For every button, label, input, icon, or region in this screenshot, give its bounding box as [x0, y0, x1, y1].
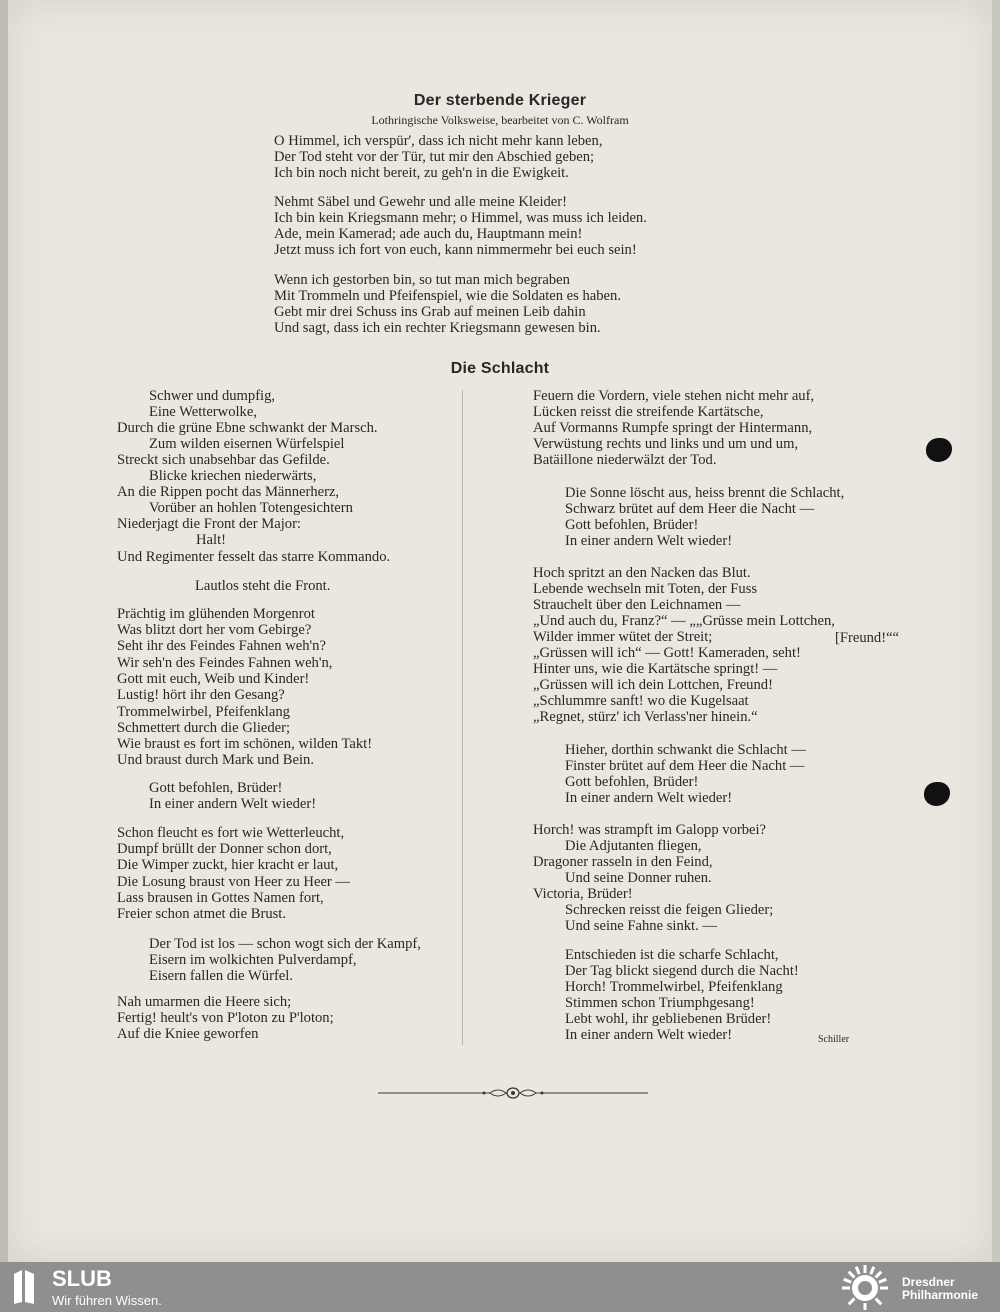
poem1-line: O Himmel, ich verspür', dass ich nicht mehr kann leben, — [274, 133, 603, 149]
poem2-left-line: Schmettert durch die Glieder; — [117, 720, 291, 736]
philharmonie-logo-icon — [840, 1264, 890, 1310]
poem2-left-line: Und braust durch Mark und Bein. — [117, 752, 314, 768]
philharmonie-line2: Philharmonie — [902, 1288, 979, 1302]
poem2-left-line: Gott mit euch, Weib und Kinder! — [117, 671, 310, 687]
poem1-line: Ich bin kein Kriegsmann mehr; o Himmel, was muss ich leiden. — [274, 210, 647, 226]
poem2-right-line: Der Tag blickt siegend durch die Nacht! — [565, 963, 799, 979]
poem2-right-line: Victoria, Brüder! — [533, 886, 633, 902]
poem2-right-line: Hoch spritzt an den Nacken das Blut. — [533, 565, 751, 581]
poem2-right-line: Finster brütet auf dem Heer die Nacht — — [565, 758, 805, 774]
poem1-line: Ich bin noch nicht bereit, zu geh'n in die Ewigkeit. — [274, 165, 569, 181]
poem2-right-line: Die Adjutanten fliegen, — [565, 838, 702, 854]
poem2-left-line: Prächtig im glühenden Morgenrot — [117, 606, 315, 622]
poem2-left-line: Zum wilden eisernen Würfelspiel — [149, 436, 345, 452]
poem2-right-line: In einer andern Welt wieder! — [565, 790, 733, 806]
page-edge-left — [0, 0, 8, 1262]
poem2-right-line: Lücken reisst die streifende Kartätsche, — [533, 404, 764, 420]
poem2-left-line: Halt! — [196, 532, 226, 548]
column-divider — [462, 390, 463, 1045]
poem2-left-line: Wie braust es fort im schönen, wilden Takt! — [117, 736, 373, 752]
poem1-line: Gebt mir drei Schuss ins Grab auf meinen Leib dahin — [274, 304, 586, 320]
poem2-left-line: Eine Wetterwolke, — [149, 404, 257, 420]
poem2-right-line: Verwüstung rechts und links und um und um, — [533, 436, 799, 452]
poem2-right-line: In einer andern Welt wieder! — [565, 1027, 733, 1043]
poem-title-sterbende-krieger: Der sterbende Krieger — [413, 92, 587, 109]
poem2-left-line: Freier schon atmet die Brust. — [117, 906, 287, 922]
poem2-right-line: Gott befohlen, Brüder! — [565, 774, 699, 790]
poem2-right-line: Feuern die Vordern, viele stehen nicht mehr auf, — [533, 388, 815, 404]
poem2-left-line: Nah umarmen die Heere sich; — [117, 994, 292, 1010]
poem2-right-line: Und seine Donner ruhen. — [565, 870, 712, 886]
poem2-right-line: Lebt wohl, ihr gebliebenen Brüder! — [565, 1011, 772, 1027]
poem2-left-line: Was blitzt dort her vom Gebirge? — [117, 622, 312, 638]
poem2-left-line: Vorüber an hohlen Totengesichtern — [149, 500, 353, 516]
poem2-left-line: Schwer und dumpfig, — [149, 388, 276, 404]
poem2-left-line: Niederjagt die Front der Major: — [117, 516, 301, 532]
poem2-right-line: Strauchelt über den Leichnamen — — [533, 597, 741, 613]
ornament-divider — [378, 1086, 648, 1100]
poem2-left-line: Die Wimper zuckt, hier kracht er laut, — [117, 857, 339, 873]
poem2-right-line: Horch! was strampft im Galopp vorbei? — [533, 822, 767, 838]
poem2-right-line: Hieher, dorthin schwankt die Schlacht — — [565, 742, 806, 758]
poem2-right-line: „Schlummre sanft! wo die Kugelsaat — [533, 693, 749, 709]
poem2-left-line: Wir seh'n des Feindes Fahnen weh'n, — [117, 655, 333, 671]
poem1-line: Ade, mein Kamerad; ade auch du, Hauptmann mein! — [274, 226, 583, 242]
poem2-right-line: Lebende wechseln mit Toten, der Fuss — [533, 581, 758, 597]
poem2-right-line: [Freund!““ — [835, 630, 900, 646]
poem2-right-line: „Und auch du, Franz?“ — „„Grüsse mein Lottchen, — [533, 613, 835, 629]
poem2-left-line: In einer andern Welt wieder! — [149, 796, 317, 812]
slub-logo-text: SLUB — [52, 1266, 112, 1291]
poem2-right-line: Und seine Fahne sinkt. — — [565, 918, 718, 934]
poem2-left-line: Auf die Kniee geworfen — [117, 1026, 259, 1042]
poem2-left-line: Lass brausen in Gottes Namen fort, — [117, 890, 324, 906]
poem2-right-line: Hinter uns, wie die Kartätsche springt! — — [533, 661, 778, 677]
poem2-left-line: Schon fleucht es fort wie Wetterleucht, — [117, 825, 345, 841]
poem2-left-line: Lautlos steht die Front. — [195, 578, 331, 594]
poem2-left-line: Dumpf brüllt der Donner schon dort, — [117, 841, 332, 857]
poem2-right-line: Auf Vormanns Rumpfe springt der Hintermann, — [533, 420, 813, 436]
poem2-right-line: Horch! Trommelwirbel, Pfeifenklang — [565, 979, 783, 995]
poem2-left-line: Eisern fallen die Würfel. — [149, 968, 293, 984]
poem2-right-line: „Grüssen will ich dein Lottchen, Freund! — [533, 677, 773, 693]
poem2-left-line: Gott befohlen, Brüder! — [149, 780, 283, 796]
poem2-right-line: Entschieden ist die scharfe Schlacht, — [565, 947, 779, 963]
poem2-right-line: Dragoner rasseln in den Feind, — [533, 854, 713, 870]
poem-title-die-schlacht: Die Schlacht — [450, 360, 550, 377]
poem2-left-line: Trommelwirbel, Pfeifenklang — [117, 704, 290, 720]
poem-subtitle: Lothringische Volksweise, bearbeitet von C. Wolfram — [371, 113, 629, 127]
poem2-right-line: Schrecken reisst die feigen Glieder; — [565, 902, 774, 918]
philharmonie-logo-text — [902, 1276, 978, 1302]
poem1-line: Der Tod steht vor der Tür, tut mir den Abschied geben; — [274, 149, 595, 165]
poem1-line: Nehmt Säbel und Gewehr und alle meine Kleider! — [274, 194, 567, 210]
poem2-left-line: Die Losung braust von Heer zu Heer — — [117, 874, 351, 890]
author-credit: Schiller — [818, 1034, 850, 1045]
poem2-left-line: Eisern im wolkichten Pulverdampf, — [149, 952, 357, 968]
poem2-left-line: Durch die grüne Ebne schwankt der Marsch. — [117, 420, 378, 436]
poem2-left-line: An die Rippen pocht das Männerherz, — [117, 484, 340, 500]
poem2-right-line: Schwarz brütet auf dem Heer die Nacht — — [565, 501, 815, 517]
poem2-left-line: Der Tod ist los — schon wogt sich der Kampf, — [149, 936, 421, 952]
poem2-right-line: Stimmen schon Triumphgesang! — [565, 995, 755, 1011]
poem2-left-line: Seht ihr des Feindes Fahnen weh'n? — [117, 638, 326, 654]
poem2-right-line: Wilder immer wütet der Streit; — [533, 629, 713, 645]
poem2-right-line: „Regnet, stürz' ich Verlass'ner hinein.“ — [533, 709, 758, 725]
poem2-left-line: Und Regimenter fesselt das starre Kommando. — [117, 549, 391, 565]
slub-logo-icon — [12, 1268, 38, 1306]
philharmonie-line1: Dresdner — [902, 1275, 955, 1289]
poem2-right-line: Die Sonne löscht aus, heiss brennt die Schlacht, — [565, 485, 845, 501]
poem2-right-line: In einer andern Welt wieder! — [565, 533, 733, 549]
poem2-right-line: Gott befohlen, Brüder! — [565, 517, 699, 533]
poem1-line: Mit Trommeln und Pfeifenspiel, wie die Soldaten es haben. — [274, 288, 621, 304]
poem1-line: Und sagt, dass ich ein rechter Kriegsmann gewesen bin. — [274, 320, 601, 336]
poem1-line: Jetzt muss ich fort von euch, kann nimmermehr bei euch sein! — [274, 242, 637, 258]
poem2-left-line: Blicke kriechen niederwärts, — [149, 468, 317, 484]
poem2-left-line: Fertig! heult's von P'loton zu P'loton; — [117, 1010, 334, 1026]
poem2-left-line: Streckt sich unabsehbar das Gefilde. — [117, 452, 330, 468]
slub-tagline: Wir führen Wissen. — [52, 1293, 162, 1308]
poem2-right-line: Batäillone niederwälzt der Tod. — [533, 452, 717, 468]
page-edge-right — [992, 0, 1000, 1262]
poem2-right-line: „Grüssen will ich“ — Gott! Kameraden, seht! — [533, 645, 801, 661]
poem2-left-line: Lustig! hört ihr den Gesang? — [117, 687, 285, 703]
poem1-line: Wenn ich gestorben bin, so tut man mich begraben — [274, 272, 570, 288]
